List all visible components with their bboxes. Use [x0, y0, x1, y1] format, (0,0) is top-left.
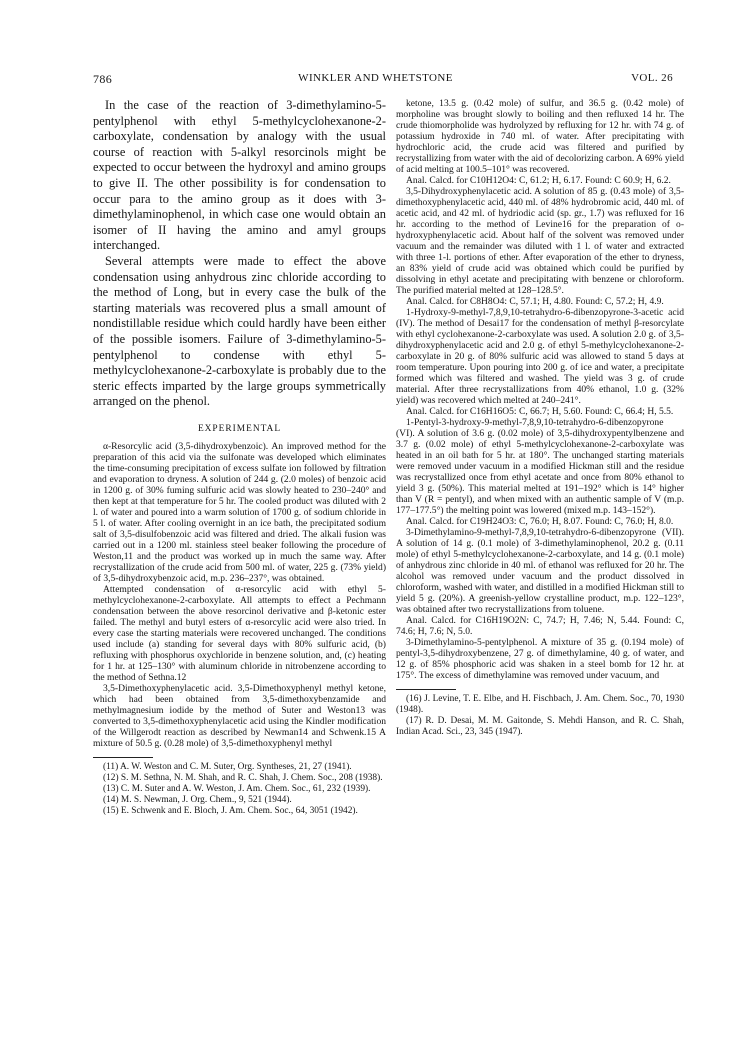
footnote: (17) R. D. Desai, M. M. Gaitonde, S. Mehdi Hanson, and R. C. Shah, Indian Acad. Sci., 23, 345 (1947).: [396, 716, 684, 737]
footnote: (16) J. Levine, T. E. Elbe, and H. Fischbach, J. Am. Chem. Soc., 70, 1930 (1948).: [396, 694, 684, 715]
paragraph: ketone, 13.5 g. (0.42 mole) of sulfur, and 36.5 g. (0.42 mole) of morpholine was brought slowly to boiling and then refluxed 14 hr. The crude thiomorpholide was hydrolyzed by refluxing for 12 hr. with 74 g. of potassium hydroxide in 740 ml. of water. After precipitating with hydrochloric acid, the crude acid was filtered and purified by recrystallizing from water with the aid of decolorizing carbon. A 69% yield of acid melting at 100.5–101° was recovered.: [396, 98, 684, 175]
footnote: (13) C. M. Suter and A. W. Weston, J. Am. Chem. Soc., 61, 232 (1939).: [103, 783, 371, 794]
analysis-line: Anal. Calcd. for C16H16O5: C, 66.7; H, 5.60. Found: C, 66.4; H, 5.5.: [406, 406, 674, 417]
paragraph: 1-Hydroxy-9-methyl-7,8,9,10-tetrahydro-6-dibenzopyrone-3-acetic acid (IV). The method of Desai17 for the condensation of methyl β-resorcylate with ethyl cyclohexanone-2-carboxylate was used. A solution 2.0 g. of 3,5-dihydroxyphenylacetic acid and 2.0 g. of ethyl 5-methylcyclohexanone-2-carboxylate in 20 g. of 80% sulfuric acid was allowed to stand 5 days at room temperature. Upon pouring into 200 g. of ice and water, a precipitate formed which was filtered and washed. The yield was 3 g. of crude material. After three recrystallizations from 40% ethanol, 1.0 g. (32% yield) was recovered which melted at 240–241°.: [396, 307, 684, 406]
running-head: WINKLER AND WHETSTONE: [298, 72, 453, 84]
volume-label: VOL. 26: [631, 72, 673, 84]
footnote-rule: [396, 689, 456, 690]
analysis-line: Anal. Calcd. for C19H24O3: C, 76.0; H, 8.07. Found: C, 76.0; H, 8.0.: [406, 516, 674, 527]
paragraph: Attempted condensation of α-resorcylic acid with ethyl 5-methylcyclohexanone-2-carboxylate. All attempts to effect a Pechmann condensation between the above resorcinol derivative and β-ketonic ester failed. The methyl and butyl esters of α-resorcylic acid were also tried. In every case the starting materials were recovered unchanged. The conditions used include (a) standing for several days with 80% sulfuric acid, (b) refluxing with phosphorus oxychloride in benzene solution, and, (c) heating for 1 hr. at 125–130° with aluminum chloride in nitrobenzene according to the method of Sethna.12: [93, 583, 386, 683]
section-heading: EXPERIMENTAL: [197, 423, 282, 434]
paragraph: 3,5-Dihydroxyphenylacetic acid. A solution of 85 g. (0.43 mole) of 3,5-dimethoxyphenylacetic acid, 440 ml. of 48% hydrobromic acid, 440 ml. of acetic acid, and 42 ml. of hydriodic acid (sp. gr., 1.7) was refluxed for 16 hr. according to the method of Levine16 for the preparation of o-hydroxyphenylacetic acid. About half of the solvent was removed under vacuum and the remainder was diluted with 1 l. of water and extracted with three 1-l. portions of ether. After evaporation of the ether to dryness, an 83% yield of crude acid was obtained which could be purified by dissolving in ethyl acetate and precipitating with benzene or chloroform. The purified material melted at 128–128.5°.: [396, 186, 684, 296]
analysis-line: Anal. Calcd. for C10H12O4: C, 61.2; H, 6.17. Found: C 60.9; H, 6.2.: [406, 175, 671, 186]
paragraph: 1-Pentyl-3-hydroxy-9-methyl-7,8,9,10-tetrahydro-6-dibenzopyrone (VI). A solution of 3.6 g. (0.02 mole) of 3,5-dihydroxypentylbenzene and 3.7 g. (0.02 mole) of ethyl 5-methylcyclohexanone-2-carboxylate was heated in an oil bath for 5 hr. at 180°. The unchanged starting materials were removed under vacuum in a modified Hickman still and the residue was recrystallized once from ethyl acetate and once from 80% ethanol to yield 3 g. (50%). This material melted at 191–192° which is 14° higher than V (R = pentyl), and when mixed with an authentic sample of V (m.p. 177–177.5°) the melting point was lowered (mixed m.p. 143–152°).: [396, 417, 684, 516]
page-number: 786: [93, 72, 113, 86]
analysis-line: Anal. Calcd. for C16H19O2N: C, 74.7; H, 7.46; N, 5.44. Found: C, 74.6; H, 7.6; N, 5.0.: [396, 615, 684, 637]
paragraph: Several attempts were made to effect the above condensation using anhydrous zinc chloride according to the method of Long, but in every case the bulk of the starting materials was recovered plus a small amount of nondistillable residue which could hardly have been either of the possible isomers. Failure of 3-dimethylamino-5-pentylphenol to condense with ethyl 5-methylcyclohexanone-2-carboxylate is probably due to the steric effects imparted by the large groups symmetrically arranged on the phenol.: [93, 253, 386, 409]
footnote: (15) E. Schwenk and E. Bloch, J. Am. Chem. Soc., 64, 3051 (1942).: [103, 805, 358, 816]
right-column: [396, 98, 684, 738]
footnote: (14) M. S. Newman, J. Org. Chem., 9, 521 (1944).: [103, 794, 292, 805]
paragraph: 3,5-Dimethoxyphenylacetic acid. 3,5-Dimethoxyphenyl methyl ketone, which had been obtained from 3,5-dimethoxybenzamide and methylmagnesium iodide by the method of Suter and Weston13 was converted to 3,5-dimethoxyphenylacetic acid using the Kindler modification of the Willgerodt reaction as described by Newman14 and Schwenk.15 A mixture of 50.5 g. (0.28 mole) of 3,5-dimethoxyphenyl methyl: [93, 682, 386, 749]
paragraph: 3-Dimethylamino-5-pentylphenol. A mixture of 35 g. (0.194 mole) of pentyl-3,5-dihydroxybenzene, 27 g. of dimethylamine, 40 g. of water, and 12 g. of 85% phosphoric acid was shaken in a steel bomb for 12 hr. at 175°. The excess of dimethylamine was removed under vacuum, and: [396, 637, 684, 681]
paragraph: In the case of the reaction of 3-dimethylamino-5-pentylphenol with ethyl 5-methylcyclohexanone-2-carboxylate, condensation by analogy with the usual course of reaction with 5-alkyl resorcinols might be expected to occur between the hydroxyl and amino groups to give II. The other possibility is for condensation to occur para to the amino group as it does with 3-dimethylaminophenol, in which case one would obtain an isomer of II having the amino and amyl groups interchanged.: [93, 98, 386, 253]
paragraph: 3-Dimethylamino-9-methyl-7,8,9,10-tetrahydro-6-dibenzopyrone (VII). A solution of 14 g. (0.1 mole) of 3-dimethylaminophenol, 20.2 g. (0.11 mole) of ethyl 5-methylcyclohexanone-2-carboxylate, and 14 g. (0.1 mole) of anhydrous zinc chloride in 40 ml. of ethanol was refluxed for 20 hr. The alcohol was removed under vacuum and the product dissolved in chloroform, washed with water, and distilled in a modified Hickman still to yield 5 g. (20%). A greenish-yellow crystalline product, m.p. 122–123°, was obtained after two recrystallizations from toluene.: [396, 527, 684, 615]
footnote-rule: [93, 757, 153, 758]
paragraph: α-Resorcylic acid (3,5-dihydroxybenzoic). An improved method for the preparation of this acid via the sulfonate was developed which eliminates the time-consuming precipitation of excess sulfate ion followed by filtration and evaporation to dryness. A solution of 244 g. (2.0 moles) of benzoic acid in 1200 g. of 30% fuming sulfuric acid was slowly heated to 230–240° and then kept at that temperature for 5 hr. The cooled product was diluted with 2 l. of water and poured into a warm solution of 1700 g. of sodium chloride in 5 l. of water. After cooling overnight in an ice bath, the precipitated sodium salt of 3,5-disulfobenzoic acid was filtered and dried. The alkali fusion was carried out in a 1200 ml. stainless steel beaker following the procedure of Weston,11 and the product was worked up in much the same way. After recrystallization of the crude acid from 500 ml. of water, 225 g. (73% yield) of 3,5-dihydroxybenzoic acid, m.p. 236–237°, was obtained.: [93, 440, 386, 584]
footnote: (11) A. W. Weston and C. M. Suter, Org. Syntheses, 21, 27 (1941).: [103, 761, 352, 772]
left-column: [93, 98, 386, 817]
analysis-line: Anal. Calcd. for C8H8O4: C, 57.1; H, 4.80. Found: C, 57.2; H, 4.9.: [406, 296, 664, 307]
footnote: (12) S. M. Sethna, N. M. Shah, and R. C. Shah, J. Chem. Soc., 208 (1938).: [103, 772, 383, 783]
